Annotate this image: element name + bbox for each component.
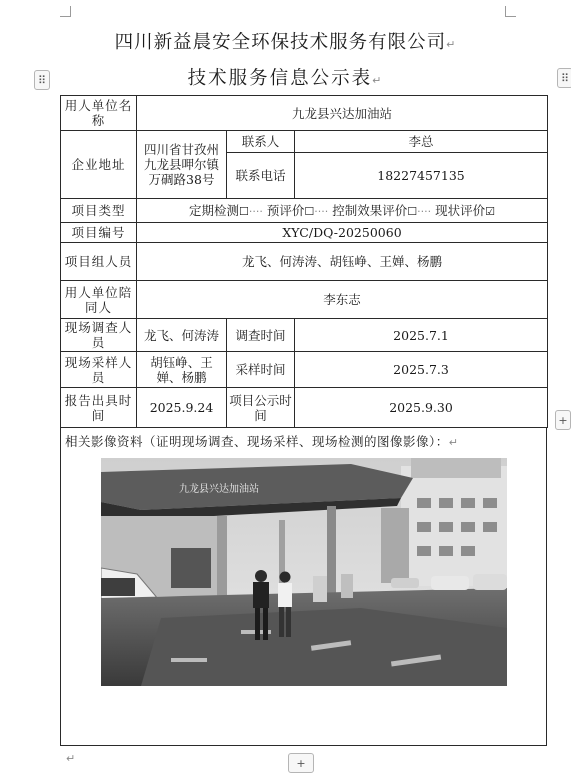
table-row [61,281,548,319]
checkbox-unchecked-icon[interactable]: ☐ [304,204,315,218]
table-row [61,199,548,223]
company-title: 四川新益晨安全环保技术服务有限公司↵ [114,32,457,53]
table-row [61,223,548,243]
escort-value: 李东志 [137,281,548,319]
checkbox-unchecked-icon[interactable]: ☐ [407,204,418,218]
phone-label: 联系电话 [227,153,295,199]
form-title: 技术服务信息公示表↵ [187,68,384,89]
report-time-value: 2025.9.24 [137,388,227,428]
canopy-sign: 九龙县兴达加油站 [179,484,259,495]
team-label: 项目组人员 [61,243,137,281]
move-handle-icon[interactable]: ⠿ [557,68,571,88]
table-row [61,96,548,131]
checkbox-checked-icon[interactable]: ☑ [485,204,496,218]
sampling-staff-value: 胡钰峥、王婵、杨鹏 [137,352,227,388]
survey-staff-label: 现场调查人员 [61,319,137,352]
option-control-eval-label: 控制效果评价 [332,202,408,218]
site-photo [101,458,507,686]
report-time-label: 报告出具时间 [61,388,137,428]
survey-time-label: 调查时间 [227,319,295,352]
option-pre-eval-label: 预评价 [266,202,305,218]
move-handle-icon[interactable]: ⠿ [34,70,50,90]
option-status-eval-label: 现状评价 [435,202,486,218]
photo-caption: 相关影像资料（证明现场调查、现场采样、现场检测的图像影像）：↵ [65,434,459,449]
contact-label: 联系人 [227,131,295,153]
plus-icon[interactable]: + [555,410,571,430]
photo-section [60,427,547,746]
client-value: 九龙县兴达加油站 [137,96,548,131]
project-type-label: 项目类型 [61,199,137,223]
project-no-value: XYC/DQ-20250060 [137,223,548,243]
survey-staff-value: 龙飞、何涛涛 [137,319,227,352]
team-value: 龙飞、何涛涛、胡钰峥、王婵、杨鹏 [137,243,548,281]
address-label: 企业地址 [61,131,137,199]
page-corner-top-right [505,6,516,17]
contact-value: 李总 [295,131,548,153]
survey-time-value: 2025.7.1 [295,319,548,352]
table-row [61,131,548,153]
sampling-staff-label: 现场采样人员 [61,352,137,388]
plus-icon[interactable]: + [288,753,314,773]
client-label: 用人单位名称 [61,96,137,131]
sampling-time-label: 采样时间 [227,352,295,388]
table-row [61,243,548,281]
table-row [61,352,548,388]
project-no-label: 项目编号 [61,223,137,243]
table-row [61,388,548,428]
option-periodic-label: 定期检测 [189,202,240,218]
project-type-options: 定期检测☐···· 预评价☐···· 控制效果评价☐···· 现状评价☑ [137,199,548,223]
publish-time-label: 项目公示时间 [227,388,295,428]
checkbox-unchecked-icon[interactable]: ☐ [239,204,249,218]
table-row [61,319,548,352]
page-corner-top-left [60,6,71,17]
escort-label: 用人单位陪同人 [61,281,137,319]
address-value: 四川省甘孜州九龙县呷尔镇万碉路38号 [137,131,227,199]
phone-value: 18227457135 [295,153,548,199]
info-table [60,95,548,428]
publish-time-value: 2025.9.30 [295,388,548,428]
sampling-time-value: 2025.7.3 [295,352,548,388]
paragraph-mark: ↵ [66,752,76,765]
